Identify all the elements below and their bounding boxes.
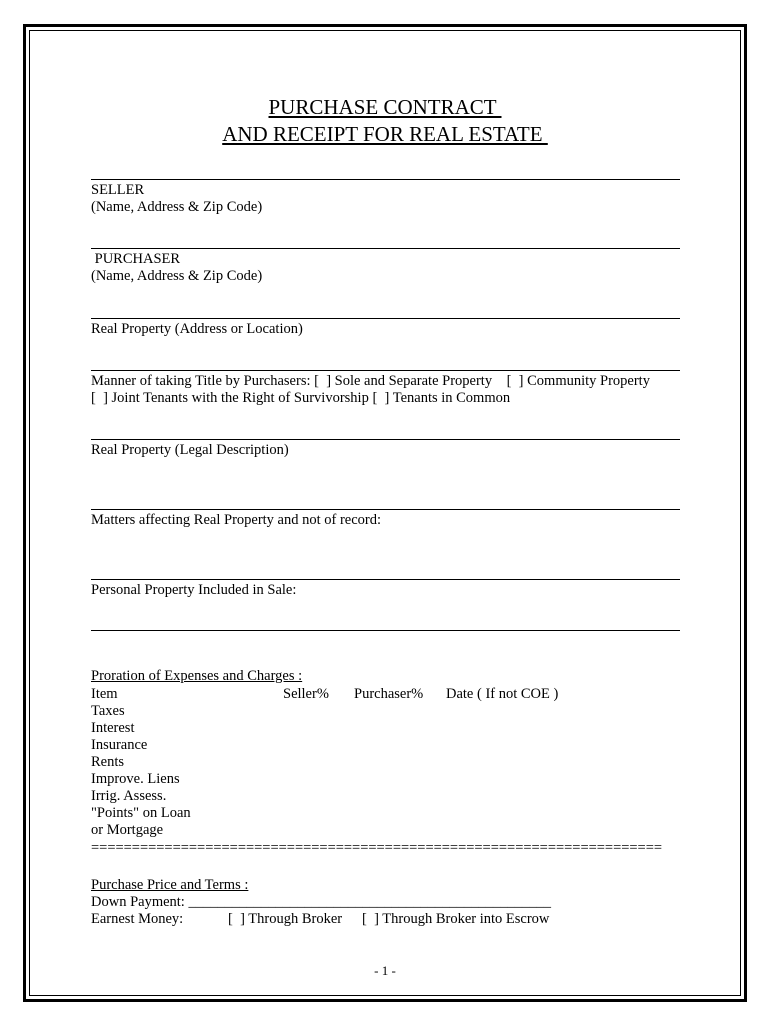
earnest-option-broker[interactable]: [ ] Through Broker — [228, 911, 343, 927]
personal-property-label: Personal Property Included in Sale: — [91, 582, 297, 598]
purchaser-label: PURCHASER — [91, 251, 181, 267]
proration-item-mortgage: or Mortgage — [91, 822, 164, 838]
purchaser-line[interactable] — [91, 248, 680, 249]
real-property-address-label: Real Property (Address or Location) — [91, 321, 303, 337]
legal-description-line[interactable] — [91, 439, 680, 440]
proration-heading: Proration of Expenses and Charges : — [91, 668, 303, 684]
proration-item-irrig-assess: Irrig. Assess. — [91, 788, 167, 804]
proration-item-improve-liens: Improve. Liens — [91, 771, 180, 787]
personal-property-blank-line[interactable] — [91, 630, 680, 631]
separator-line: ====================================================================== — [91, 840, 663, 856]
proration-item-taxes: Taxes — [91, 703, 125, 719]
title-manner-line — [91, 370, 680, 371]
proration-item-interest: Interest — [91, 720, 135, 736]
proration-col-purchaser: Purchaser% — [354, 686, 424, 702]
down-payment-field[interactable]: Down Payment: __________________________________________________ — [91, 894, 551, 910]
proration-item-points: "Points" on Loan — [91, 805, 191, 821]
title-line-1: PURCHASE CONTRACT — [268, 95, 502, 119]
matters-affecting-line[interactable] — [91, 509, 680, 510]
matters-affecting-label: Matters affecting Real Property and not of record: — [91, 512, 382, 528]
real-property-address-line[interactable] — [91, 318, 680, 319]
seller-line[interactable] — [91, 179, 680, 180]
title-manner-options[interactable]: Manner of taking Title by Purchasers: [ ] Sole and Separate Property [ ] Community Property — [91, 373, 650, 389]
title-manner-options-2[interactable]: [ ] Joint Tenants with the Right of Survivorship [ ] Tenants in Common — [91, 390, 511, 406]
seller-label: SELLER — [91, 182, 145, 198]
proration-col-item: Item — [91, 686, 118, 702]
earnest-money-label: Earnest Money: — [91, 911, 184, 927]
page-number: - 1 - — [374, 963, 396, 978]
legal-description-label: Real Property (Legal Description) — [91, 442, 289, 458]
purchaser-sublabel: (Name, Address & Zip Code) — [91, 268, 263, 284]
personal-property-line[interactable] — [91, 579, 680, 580]
earnest-option-escrow[interactable]: [ ] Through Broker into Escrow — [362, 911, 550, 927]
terms-heading: Purchase Price and Terms : — [91, 877, 249, 893]
seller-sublabel: (Name, Address & Zip Code) — [91, 199, 263, 215]
proration-item-insurance: Insurance — [91, 737, 148, 753]
proration-item-rents: Rents — [91, 754, 125, 770]
proration-col-seller: Seller% — [283, 686, 329, 702]
proration-col-date: Date ( If not COE ) — [446, 686, 559, 702]
title-line-2: AND RECEIPT FOR REAL ESTATE — [222, 122, 548, 146]
